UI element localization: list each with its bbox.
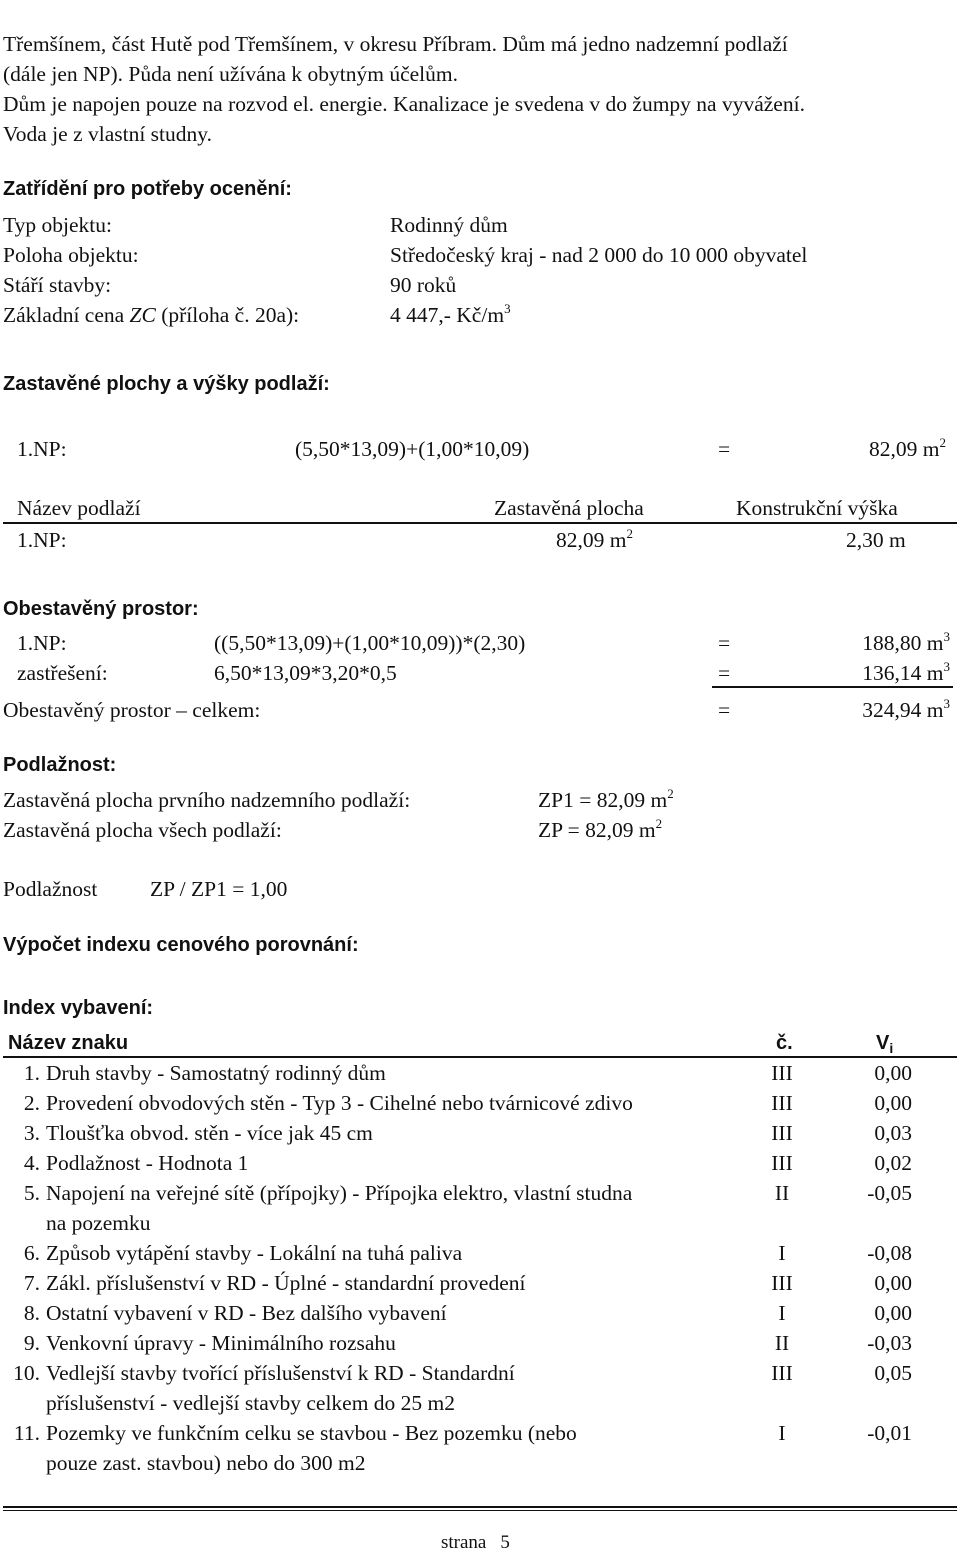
page-footer <box>441 1530 510 1556</box>
zp-value <box>538 817 662 843</box>
equipment-row-text: Ostatní vybavení v RD - Bez dalšího vybavení <box>46 1301 447 1325</box>
intro-line-4: Voda je z vlastní studny. <box>3 122 213 146</box>
floor-calc-result <box>780 436 946 462</box>
volume-row-eq: = <box>718 631 731 655</box>
classification-value: 90 roků <box>390 273 457 297</box>
equipment-row-number: 11. <box>13 1421 40 1445</box>
equipment-row-text: pouze zast. stavbou) nebo do 300 m2 <box>46 1451 366 1475</box>
classification-value: Středočeský kraj - nad 2 000 do 10 000 obyvatel <box>390 243 808 267</box>
equipment-row-class: III <box>771 1121 793 1145</box>
equipment-row-number: 5. <box>23 1181 40 1205</box>
equipment-row-class: I <box>778 1301 786 1325</box>
equipment-row-value: -0,01 <box>867 1421 912 1445</box>
equipment-row-number: 2. <box>23 1091 40 1115</box>
index-heading: Výpočet indexu cenového porovnání: <box>3 934 359 956</box>
equipment-row-value: 0,00 <box>874 1061 912 1085</box>
volume-row-label: 1.NP: <box>17 631 67 655</box>
floor-table-row-height: 2,30 m <box>846 528 906 552</box>
equipment-row-value: -0,05 <box>867 1181 912 1205</box>
equipment-row-text: na pozemku <box>46 1211 151 1235</box>
base-price-value <box>390 302 511 328</box>
zp1-value <box>538 787 674 813</box>
exponent: 3 <box>943 659 950 674</box>
zp-label: Zastavěná plocha všech podlaží: <box>3 818 282 842</box>
floor-table-head-height: Konstrukční výška <box>736 496 898 520</box>
floor-table-head-name: Název podlaží <box>17 496 141 520</box>
intro-line-3: Dům je napojen pouze na rozvod el. energie. Kanalizace je svedena v do žumpy na vyvážení. <box>3 92 805 116</box>
base-price-amount: 4 447,- Kč/m <box>390 303 505 327</box>
equipment-row-value: 0,00 <box>874 1091 912 1115</box>
equipment-row-text: Pozemky ve funkčním celku se stavbou - Bez pozemku (nebo <box>46 1421 577 1445</box>
floor-table-row-area <box>556 527 633 553</box>
volume-row-eq: = <box>718 661 731 685</box>
volume-total-label: Obestavěný prostor – celkem: <box>3 698 261 722</box>
volume-heading: Obestavěný prostor: <box>3 598 199 620</box>
floor-calc-result-value: 82,09 m <box>869 437 940 461</box>
equipment-row-class: I <box>778 1241 786 1265</box>
exponent: 3 <box>943 629 950 644</box>
ratio-value: ZP / ZP1 = 1,00 <box>150 877 288 901</box>
footer-label: strana <box>441 1532 487 1553</box>
base-price-label <box>3 302 299 328</box>
exponent: 3 <box>943 696 950 711</box>
equipment-row-number: 9. <box>23 1331 40 1355</box>
floor-table-row-name: 1.NP: <box>17 528 67 552</box>
classification-label: Poloha objektu: <box>3 243 139 267</box>
equipment-row-text: Provedení obvodových stěn - Typ 3 - Cihelné nebo tvárnicové zdivo <box>46 1091 633 1115</box>
exponent: 2 <box>667 786 674 801</box>
equipment-row-class: II <box>774 1181 790 1205</box>
footer-rule <box>3 1506 957 1508</box>
equipment-row-number: 4. <box>23 1151 40 1175</box>
classification-label: Stáří stavby: <box>3 273 112 297</box>
equipment-heading: Index vybavení: <box>3 997 154 1019</box>
equipment-row-text: Podlažnost - Hodnota 1 <box>46 1151 249 1175</box>
equipment-row-class: III <box>771 1271 793 1295</box>
base-price-label-a: Základní cena <box>3 303 130 327</box>
equipment-row-text: Druh stavby - Samostatný rodinný dům <box>46 1061 386 1085</box>
equipment-row-text: Zákl. příslušenství v RD - Úplné - standardní provedení <box>46 1271 526 1295</box>
footer-rule <box>3 1510 957 1511</box>
equipment-col-v <box>876 1030 893 1056</box>
volume-row-formula: ((5,50*13,09)+(1,00*10,09))*(2,30) <box>214 631 526 655</box>
equipment-col-no: č. <box>776 1032 793 1054</box>
table-divider <box>3 522 957 524</box>
zp1-value-text: ZP1 = 82,09 m <box>538 788 668 812</box>
intro-line-1: Třemšínem, část Hutě pod Třemšínem, v okresu Příbram. Dům má jedno nadzemní podlaží <box>3 32 788 56</box>
equipment-row-value: -0,03 <box>867 1331 912 1355</box>
equipment-row-number: 10. <box>13 1361 40 1385</box>
exponent: 2 <box>655 816 663 831</box>
equipment-row-value: 0,02 <box>874 1151 912 1175</box>
equipment-row-text: Napojení na veřejné sítě (přípojky) - Přípojka elektro, vlastní studna <box>46 1181 633 1205</box>
page-number: 5 <box>500 1532 510 1553</box>
equipment-row-class: III <box>771 1091 793 1115</box>
equipment-row-number: 6. <box>23 1241 40 1265</box>
equipment-row-number: 8. <box>23 1301 40 1325</box>
equipment-row-class: III <box>771 1361 793 1385</box>
floor-areas-heading: Zastavěné plochy a výšky podlaží: <box>3 373 330 395</box>
floors-ratio-heading: Podlažnost: <box>3 754 117 776</box>
equipment-row-number: 3. <box>23 1121 40 1145</box>
table-divider <box>3 1056 957 1058</box>
ratio-label: Podlažnost <box>3 877 98 901</box>
exponent: 3 <box>504 301 511 316</box>
floor-calc-eq: = <box>718 437 731 461</box>
floor-calc-label: 1.NP: <box>17 437 67 461</box>
volume-total-eq: = <box>718 698 731 722</box>
equipment-row-text: Vedlejší stavby tvořící příslušenství k RD - Standardní <box>46 1361 515 1385</box>
equipment-row-number: 7. <box>23 1271 40 1295</box>
equipment-row-class: II <box>774 1331 790 1355</box>
volume-row-result-value: 136,14 m <box>862 661 944 685</box>
classification-label: Typ objektu: <box>3 213 112 237</box>
exponent: 2 <box>626 526 633 541</box>
classification-heading: Zatřídění pro potřeby ocenění: <box>3 178 292 200</box>
floor-table-row-area-value: 82,09 m <box>556 528 627 552</box>
sum-divider <box>712 686 953 688</box>
base-price-label-zc: ZC <box>129 303 156 327</box>
floor-table-head-area: Zastavěná plocha <box>494 496 644 520</box>
equipment-row-text: Venkovní úpravy - Minimálního rozsahu <box>46 1331 396 1355</box>
equipment-row-value: 0,05 <box>874 1361 912 1385</box>
volume-row-result <box>780 630 950 656</box>
equipment-row-text: Tloušťka obvod. stěn - více jak 45 cm <box>46 1121 373 1145</box>
col-v-letter: V <box>876 1032 890 1054</box>
equipment-row-text: příslušenství - vedlejší stavby celkem do 25 m2 <box>46 1391 456 1415</box>
volume-total-result-value: 324,94 m <box>862 698 944 722</box>
equipment-row-value: 0,00 <box>874 1271 912 1295</box>
volume-row-formula: 6,50*13,09*3,20*0,5 <box>214 661 397 685</box>
equipment-row-text: Způsob vytápění stavby - Lokální na tuhá paliva <box>46 1241 463 1265</box>
equipment-row-class: III <box>771 1061 793 1085</box>
equipment-row-class: I <box>778 1421 786 1445</box>
zp1-label: Zastavěná plocha prvního nadzemního podlaží: <box>3 788 411 812</box>
classification-value: Rodinný dům <box>390 213 508 237</box>
intro-line-2: (dále jen NP). Půda není užívána k obytným účelům. <box>3 62 458 86</box>
volume-total-result <box>780 697 950 723</box>
equipment-row-value: 0,03 <box>874 1121 912 1145</box>
col-v-subscript: i <box>889 1040 894 1056</box>
equipment-col-name: Název znaku <box>8 1032 129 1054</box>
volume-row-result <box>780 660 950 686</box>
volume-row-label: zastřešení: <box>17 661 108 685</box>
floor-calc-formula: (5,50*13,09)+(1,00*10,09) <box>295 437 530 461</box>
zp-value-text: ZP = 82,09 m <box>538 818 656 842</box>
equipment-row-class: III <box>771 1151 793 1175</box>
volume-row-result-value: 188,80 m <box>862 631 944 655</box>
base-price-label-b: (příloha č. 20a): <box>155 303 300 327</box>
equipment-row-number: 1. <box>23 1061 40 1085</box>
equipment-row-value: -0,08 <box>867 1241 912 1265</box>
equipment-row-value: 0,00 <box>874 1301 912 1325</box>
exponent: 2 <box>939 435 946 450</box>
